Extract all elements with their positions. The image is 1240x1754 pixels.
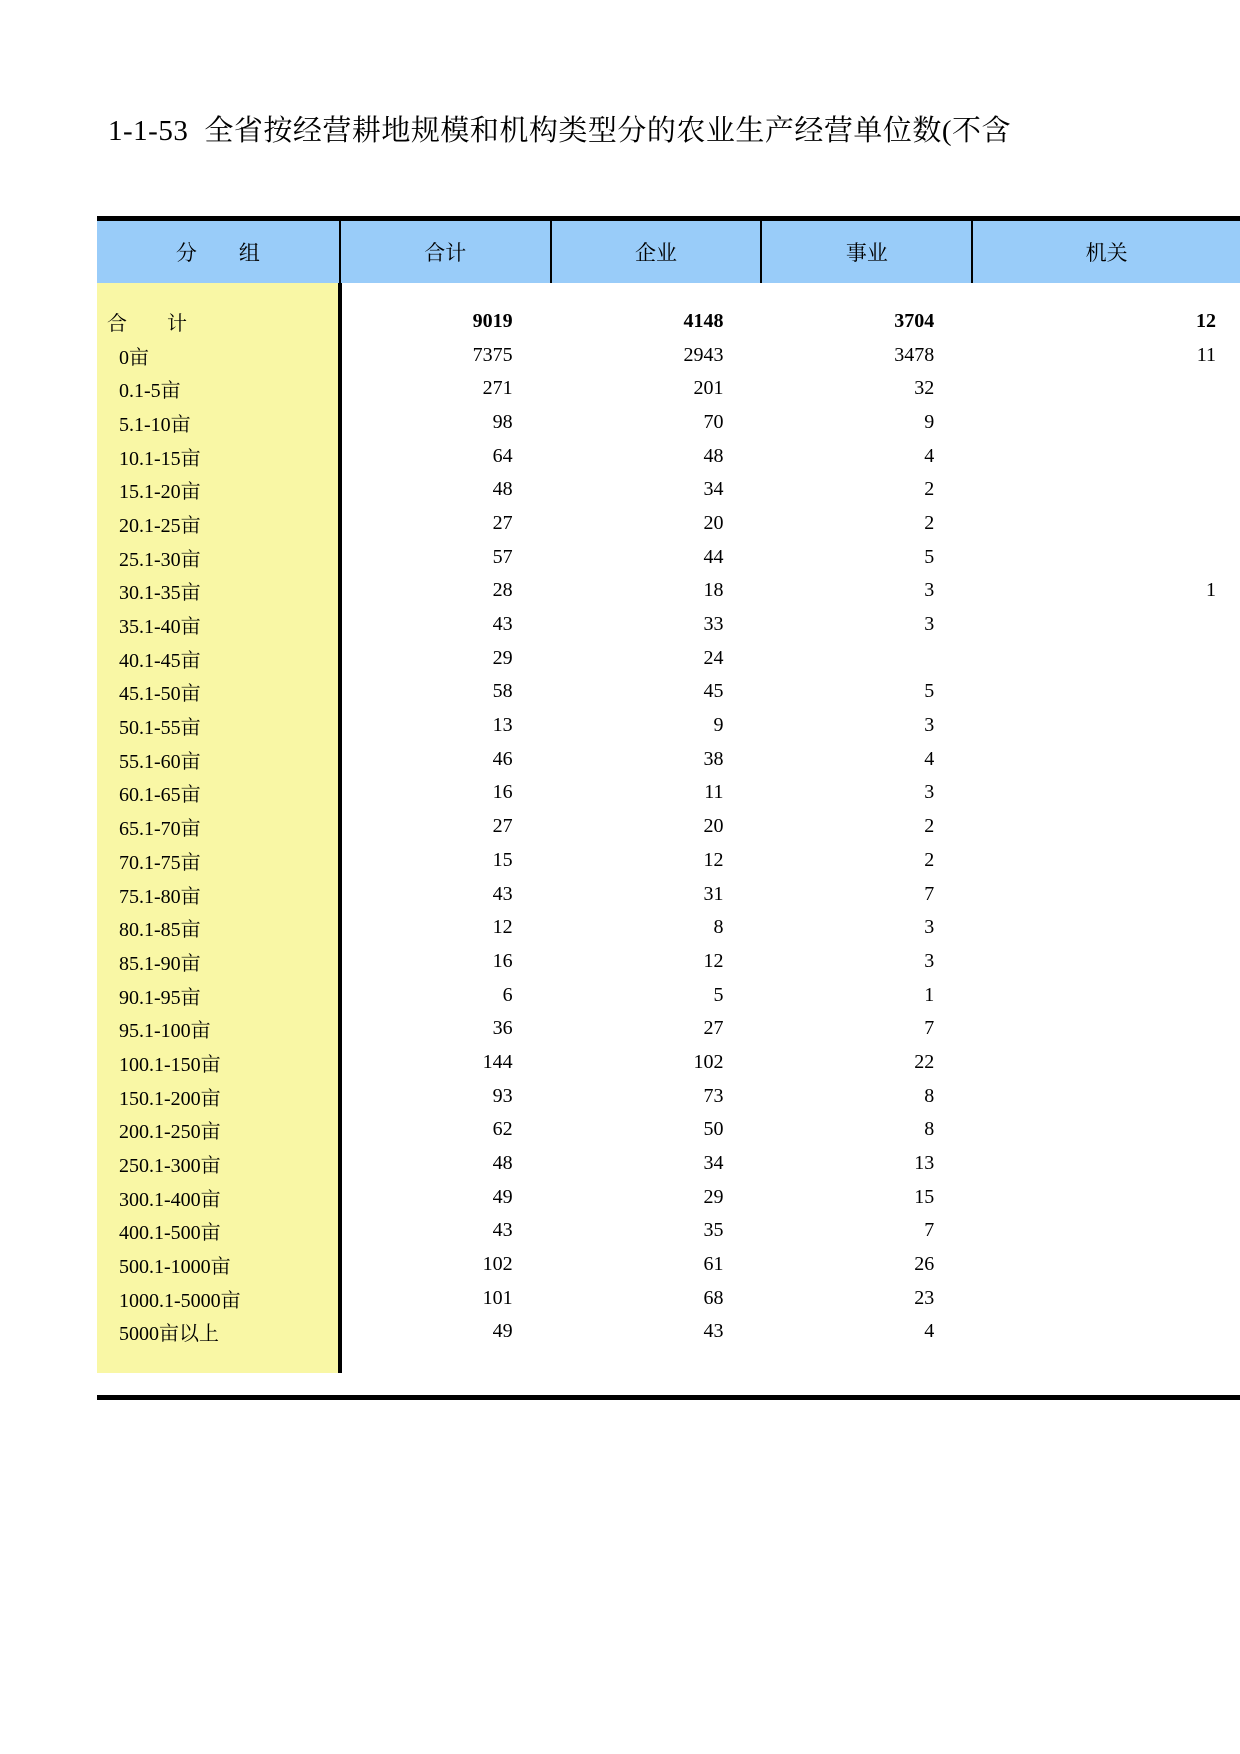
row-group-text: 0.1-5亩 [119, 380, 181, 403]
row-value-agency [972, 978, 1240, 1012]
row-group-label [97, 1113, 340, 1147]
row-group-label [97, 844, 340, 878]
row-value-total: 12 [340, 911, 551, 945]
row-value-total: 49 [340, 1180, 551, 1214]
row-value-total: 48 [340, 473, 551, 507]
row-value-enterprise: 12 [551, 844, 762, 878]
table-row [97, 709, 1240, 743]
row-group-label [97, 1281, 340, 1315]
row-value-enterprise: 48 [551, 439, 762, 473]
row-value-total: 62 [340, 1113, 551, 1147]
row-value-agency: 1 [972, 574, 1240, 608]
row-value-total: 93 [340, 1079, 551, 1113]
row-value-agency [972, 1113, 1240, 1147]
row-group-text: 80.1-85亩 [119, 919, 201, 942]
row-value-total: 7375 [340, 338, 551, 372]
row-group-label [97, 945, 340, 979]
row-group-text: 1000.1-5000亩 [119, 1289, 241, 1312]
column-header-enterprise: 企业 [551, 219, 762, 283]
row-value-institution: 32 [761, 372, 972, 406]
row-value-institution: 3 [761, 574, 972, 608]
row-value-institution: 3704 [761, 305, 972, 339]
row-value-enterprise: 38 [551, 742, 762, 776]
row-group-text: 200.1-250亩 [119, 1121, 221, 1144]
spacer-cell [972, 1349, 1240, 1373]
row-value-institution: 3 [761, 709, 972, 743]
spacer-cell [340, 1349, 551, 1373]
row-group-text: 70.1-75亩 [119, 851, 201, 874]
row-value-institution [761, 641, 972, 675]
column-header-institution: 事业 [761, 219, 972, 283]
row-group-text: 25.1-30亩 [119, 548, 201, 571]
table-row [97, 1248, 1240, 1282]
row-group-text: 30.1-35亩 [119, 582, 201, 605]
column-header-agency: 机关 [972, 219, 1240, 283]
table-row [97, 1214, 1240, 1248]
row-value-agency [972, 776, 1240, 810]
row-group-label [97, 1079, 340, 1113]
row-value-enterprise: 43 [551, 1315, 762, 1349]
row-value-total: 16 [340, 945, 551, 979]
row-group-label [97, 742, 340, 776]
row-value-total: 58 [340, 675, 551, 709]
row-value-agency [972, 877, 1240, 911]
row-value-agency [972, 844, 1240, 878]
column-header-group: 分 组 [97, 219, 340, 283]
row-group-label [97, 507, 340, 541]
row-value-agency [972, 372, 1240, 406]
row-value-agency [972, 1079, 1240, 1113]
row-value-agency [972, 540, 1240, 574]
row-value-institution: 9 [761, 406, 972, 440]
row-value-enterprise: 20 [551, 507, 762, 541]
table-row [97, 1281, 1240, 1315]
row-group-label [97, 776, 340, 810]
row-group-text: 45.1-50亩 [119, 683, 201, 706]
table-row [97, 473, 1240, 507]
table-header-spacer [97, 283, 1240, 305]
table-row [97, 439, 1240, 473]
row-value-institution: 5 [761, 675, 972, 709]
row-value-agency [972, 641, 1240, 675]
row-value-enterprise: 12 [551, 945, 762, 979]
row-value-agency [972, 810, 1240, 844]
table-row [97, 1315, 1240, 1349]
row-group-text: 95.1-100亩 [119, 1020, 211, 1043]
spacer-cell [551, 283, 762, 305]
table-row [97, 372, 1240, 406]
table-row [97, 406, 1240, 440]
row-group-label [97, 540, 340, 574]
row-value-total: 16 [340, 776, 551, 810]
row-group-label [97, 911, 340, 945]
row-value-institution: 4 [761, 439, 972, 473]
row-value-total: 27 [340, 507, 551, 541]
row-value-enterprise: 20 [551, 810, 762, 844]
row-value-institution: 3 [761, 945, 972, 979]
row-value-agency [972, 1180, 1240, 1214]
row-value-institution: 8 [761, 1113, 972, 1147]
row-value-total: 29 [340, 641, 551, 675]
table-row [97, 1012, 1240, 1046]
row-value-agency [972, 1315, 1240, 1349]
row-value-enterprise: 50 [551, 1113, 762, 1147]
row-value-enterprise: 34 [551, 473, 762, 507]
table-row [97, 608, 1240, 642]
row-value-total: 43 [340, 608, 551, 642]
row-value-enterprise: 18 [551, 574, 762, 608]
row-value-agency [972, 1046, 1240, 1080]
spacer-cell [761, 1349, 972, 1373]
row-value-total: 98 [340, 406, 551, 440]
row-value-enterprise: 31 [551, 877, 762, 911]
table-row [97, 1147, 1240, 1181]
spacer-group-cell [97, 283, 340, 305]
table-row [97, 978, 1240, 1012]
row-value-institution: 4 [761, 742, 972, 776]
row-value-institution: 7 [761, 1012, 972, 1046]
row-value-total: 49 [340, 1315, 551, 1349]
row-group-label [97, 675, 340, 709]
row-value-institution: 3478 [761, 338, 972, 372]
row-value-enterprise: 33 [551, 608, 762, 642]
row-value-institution: 1 [761, 978, 972, 1012]
row-value-institution: 2 [761, 844, 972, 878]
row-group-text: 150.1-200亩 [119, 1087, 221, 1110]
row-group-label [97, 1248, 340, 1282]
row-value-institution: 4 [761, 1315, 972, 1349]
row-value-enterprise: 34 [551, 1147, 762, 1181]
row-value-institution: 5 [761, 540, 972, 574]
row-group-text: 15.1-20亩 [119, 481, 201, 504]
row-value-agency [972, 1012, 1240, 1046]
row-value-enterprise: 70 [551, 406, 762, 440]
row-value-enterprise: 61 [551, 1248, 762, 1282]
table-row [97, 338, 1240, 372]
row-group-text: 55.1-60亩 [119, 750, 201, 773]
row-value-agency [972, 608, 1240, 642]
row-group-text: 5000亩以上 [119, 1323, 219, 1346]
table-row [97, 810, 1240, 844]
table-row [97, 844, 1240, 878]
row-value-total: 9019 [340, 305, 551, 339]
row-group-text: 300.1-400亩 [119, 1188, 221, 1211]
row-value-agency [972, 1248, 1240, 1282]
table-row [97, 1046, 1240, 1080]
row-value-institution: 3 [761, 608, 972, 642]
row-value-agency [972, 675, 1240, 709]
row-group-label [97, 1214, 340, 1248]
row-value-enterprise: 29 [551, 1180, 762, 1214]
row-value-agency [972, 406, 1240, 440]
row-value-total: 144 [340, 1046, 551, 1080]
row-value-agency: 12 [972, 305, 1240, 339]
row-value-institution: 7 [761, 1214, 972, 1248]
row-value-enterprise: 35 [551, 1214, 762, 1248]
table-row [97, 305, 1240, 339]
table-number: 1-1-53 [108, 115, 189, 147]
spacer-cell [972, 283, 1240, 305]
row-group-text: 10.1-15亩 [119, 447, 201, 470]
row-group-label [97, 1315, 340, 1349]
row-value-institution: 13 [761, 1147, 972, 1181]
row-group-text: 5.1-10亩 [119, 413, 191, 436]
row-value-agency [972, 945, 1240, 979]
row-group-text: 50.1-55亩 [119, 717, 201, 740]
row-value-agency [972, 709, 1240, 743]
row-value-enterprise: 5 [551, 978, 762, 1012]
row-group-label: 合 计 [97, 305, 340, 339]
row-value-institution: 8 [761, 1079, 972, 1113]
row-value-enterprise: 24 [551, 641, 762, 675]
row-value-total: 43 [340, 877, 551, 911]
row-value-enterprise: 8 [551, 911, 762, 945]
row-group-text: 75.1-80亩 [119, 885, 201, 908]
row-group-text: 40.1-45亩 [119, 649, 201, 672]
row-group-text: 500.1-1000亩 [119, 1256, 231, 1279]
row-value-agency [972, 473, 1240, 507]
row-value-institution: 2 [761, 810, 972, 844]
row-group-label [97, 1012, 340, 1046]
row-value-total: 6 [340, 978, 551, 1012]
row-value-agency [972, 1147, 1240, 1181]
row-group-text: 90.1-95亩 [119, 986, 201, 1009]
row-value-agency [972, 439, 1240, 473]
row-group-label [97, 338, 340, 372]
row-value-institution: 15 [761, 1180, 972, 1214]
row-value-institution: 2 [761, 507, 972, 541]
row-value-total: 48 [340, 1147, 551, 1181]
row-group-label [97, 810, 340, 844]
row-group-text: 60.1-65亩 [119, 784, 201, 807]
table-row [97, 507, 1240, 541]
row-value-enterprise: 2943 [551, 338, 762, 372]
table-row [97, 742, 1240, 776]
statistics-table-wrapper [97, 216, 1240, 1373]
row-value-total: 27 [340, 810, 551, 844]
row-group-text: 400.1-500亩 [119, 1222, 221, 1245]
row-value-institution: 23 [761, 1281, 972, 1315]
table-row [97, 877, 1240, 911]
row-value-enterprise: 11 [551, 776, 762, 810]
table-row [97, 574, 1240, 608]
table-row [97, 1113, 1240, 1147]
row-value-total: 64 [340, 439, 551, 473]
row-value-enterprise: 27 [551, 1012, 762, 1046]
row-value-total: 57 [340, 540, 551, 574]
table-bottom-spacer [97, 1349, 1240, 1373]
spacer-cell [551, 1349, 762, 1373]
row-group-text: 85.1-90亩 [119, 952, 201, 975]
table-row [97, 675, 1240, 709]
row-group-label [97, 1046, 340, 1080]
table-row [97, 1180, 1240, 1214]
row-value-enterprise: 102 [551, 1046, 762, 1080]
table-row [97, 641, 1240, 675]
row-value-institution: 26 [761, 1248, 972, 1282]
row-value-total: 102 [340, 1248, 551, 1282]
table-row [97, 776, 1240, 810]
row-value-institution: 3 [761, 911, 972, 945]
row-value-enterprise: 45 [551, 675, 762, 709]
spacer-cell [761, 283, 972, 305]
row-value-institution: 2 [761, 473, 972, 507]
row-group-text: 35.1-40亩 [119, 616, 201, 639]
row-group-label [97, 877, 340, 911]
row-value-total: 46 [340, 742, 551, 776]
row-group-label [97, 473, 340, 507]
row-group-label [97, 978, 340, 1012]
row-value-enterprise: 68 [551, 1281, 762, 1315]
row-group-label [97, 709, 340, 743]
page-title [108, 108, 1240, 149]
row-value-agency [972, 911, 1240, 945]
row-group-text: 65.1-70亩 [119, 818, 201, 841]
row-group-label [97, 608, 340, 642]
row-group-label [97, 372, 340, 406]
table-bottom-rule [97, 1395, 1240, 1400]
row-value-institution: 22 [761, 1046, 972, 1080]
row-value-enterprise: 9 [551, 709, 762, 743]
row-value-agency: 11 [972, 338, 1240, 372]
table-body [97, 283, 1240, 1373]
row-value-institution: 3 [761, 776, 972, 810]
row-group-label [97, 1180, 340, 1214]
row-value-total: 13 [340, 709, 551, 743]
table-title-text: 全省按经营耕地规模和机构类型分的农业生产经营单位数(不含 [204, 115, 1011, 147]
spacer-group-cell [97, 1349, 340, 1373]
table-row [97, 1079, 1240, 1113]
row-value-enterprise: 44 [551, 540, 762, 574]
row-value-total: 271 [340, 372, 551, 406]
row-value-total: 15 [340, 844, 551, 878]
row-value-total: 101 [340, 1281, 551, 1315]
row-group-label [97, 641, 340, 675]
row-group-text: 20.1-25亩 [119, 514, 201, 537]
row-value-enterprise: 201 [551, 372, 762, 406]
column-header-total: 合计 [340, 219, 551, 283]
row-value-total: 43 [340, 1214, 551, 1248]
row-value-enterprise: 4148 [551, 305, 762, 339]
row-value-agency [972, 1214, 1240, 1248]
statistics-table [97, 216, 1240, 1373]
table-row [97, 540, 1240, 574]
row-group-label [97, 406, 340, 440]
row-group-label [97, 574, 340, 608]
row-group-text: 100.1-150亩 [119, 1053, 221, 1076]
row-value-institution: 7 [761, 877, 972, 911]
table-row [97, 911, 1240, 945]
row-value-total: 36 [340, 1012, 551, 1046]
row-value-total: 28 [340, 574, 551, 608]
row-group-text: 0亩 [119, 346, 149, 369]
row-group-text: 250.1-300亩 [119, 1155, 221, 1178]
row-value-agency [972, 507, 1240, 541]
table-header [97, 219, 1240, 283]
table-row [97, 945, 1240, 979]
row-value-agency [972, 742, 1240, 776]
row-group-label [97, 439, 340, 473]
spacer-cell [340, 283, 551, 305]
row-value-enterprise: 73 [551, 1079, 762, 1113]
row-value-agency [972, 1281, 1240, 1315]
row-group-label [97, 1147, 340, 1181]
